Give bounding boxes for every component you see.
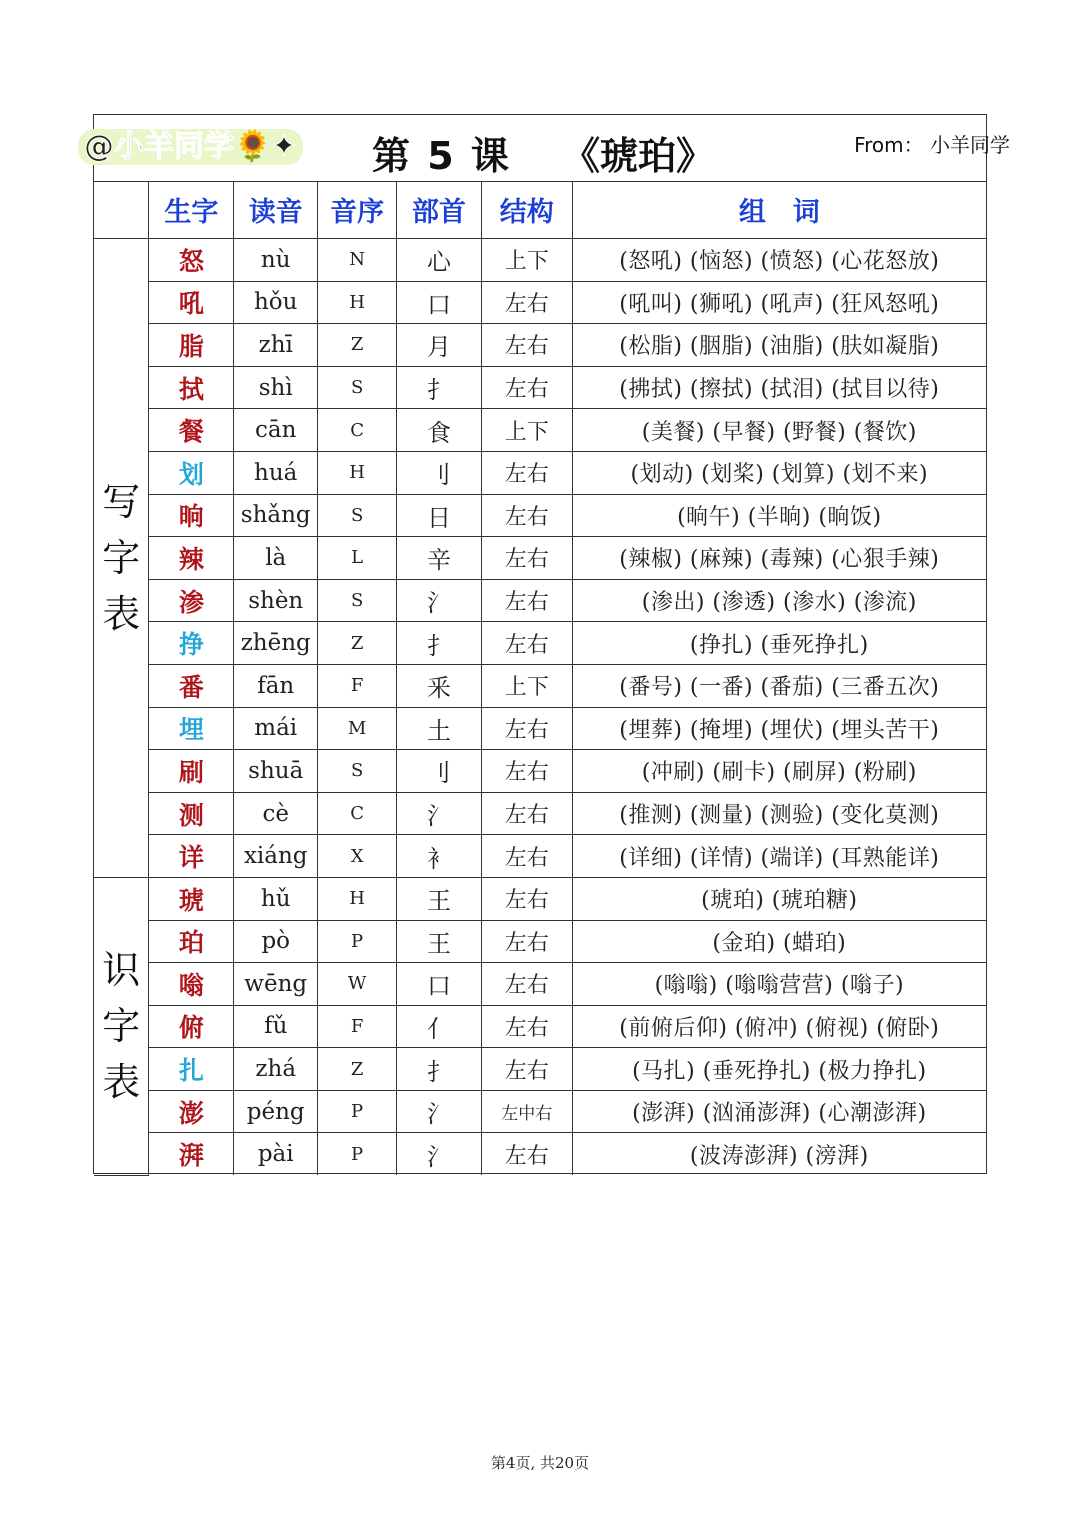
structure-cell: 左右 [481,707,572,750]
words-cell: (美餐) (早餐) (野餐) (餐饮) [572,409,986,452]
radical-cell: 扌 [397,622,482,665]
lesson-number: 第 5 课 [372,134,511,178]
sequence-cell: Z [318,1048,397,1091]
words-cell: (划动) (划桨) (划算) (划不来) [572,451,986,494]
pinyin-cell: zhī [234,324,318,367]
structure-cell: 左右 [481,281,572,324]
words-cell: (辣椒) (麻辣) (毒辣) (心狠手辣) [572,537,986,580]
structure-cell: 左右 [481,920,572,963]
words-cell: (吼叫) (狮吼) (吼声) (狂风怒吼) [572,281,986,324]
pinyin-cell: pò [234,920,318,963]
section-label-reading [94,877,149,1175]
table-row [94,622,986,665]
char-cell: 吼 [149,281,234,324]
words-cell: (琥珀) (琥珀糖) [572,877,986,920]
words-cell: (推测) (测量) (测验) (变化莫测) [572,792,986,835]
words-cell: (埋葬) (掩埋) (埋伏) (埋头苦干) [572,707,986,750]
words-cell: (渗出) (渗透) (渗水) (渗流) [572,579,986,622]
pinyin-cell: xiáng [234,835,318,878]
worksheet [84,114,1010,1174]
radical-cell: 亻 [397,1005,482,1048]
radical-cell: 扌 [397,1048,482,1091]
words-cell: (冲刷) (刷卡) (刷屏) (粉刷) [572,750,986,793]
table-row [94,239,986,282]
char-cell: 番 [149,664,234,707]
radical-cell: 食 [397,409,482,452]
table-row [94,324,986,367]
sequence-cell: P [318,920,397,963]
structure-cell: 左右 [481,537,572,580]
pinyin-cell: là [234,537,318,580]
pinyin-cell: wēng [234,963,318,1006]
sequence-cell: S [318,750,397,793]
table-row [94,1090,986,1133]
table-row [94,366,986,409]
radical-cell: 王 [397,920,482,963]
table-row [94,1005,986,1048]
pinyin-cell: huá [234,451,318,494]
radical-cell: 刂 [397,451,482,494]
structure-cell: 左右 [481,622,572,665]
words-cell: (详细) (详情) (端详) (耳熟能详) [572,835,986,878]
structure-cell: 上下 [481,239,572,282]
table-row [94,281,986,324]
radical-cell: 日 [397,494,482,537]
structure-cell: 左右 [481,963,572,1006]
author-watermark: @小羊同学🌻✦ [78,129,303,165]
pinyin-cell: zhá [234,1048,318,1091]
char-cell: 拭 [149,366,234,409]
structure-cell: 左右 [481,835,572,878]
radical-cell: 心 [397,239,482,282]
table-row [94,1133,986,1175]
column-header-words: 组 词 [572,181,986,239]
char-cell: 渗 [149,579,234,622]
table-row [94,792,986,835]
pinyin-cell: hǒu [234,281,318,324]
structure-cell: 左右 [481,451,572,494]
sequence-cell: F [318,1005,397,1048]
words-cell: (挣扎) (垂死挣扎) [572,622,986,665]
sequence-cell: C [318,792,397,835]
column-header-pinyin: 读音 [234,181,318,239]
pinyin-cell: fǔ [234,1005,318,1048]
structure-cell: 左右 [481,792,572,835]
radical-cell: 釆 [397,664,482,707]
pinyin-cell: cān [234,409,318,452]
column-header-char: 生字 [149,181,234,239]
sequence-cell: H [318,451,397,494]
sequence-cell: Z [318,622,397,665]
table-row [94,835,986,878]
pinyin-cell: fān [234,664,318,707]
structure-cell: 左右 [481,1005,572,1048]
radical-cell: 衤 [397,835,482,878]
char-cell: 脂 [149,324,234,367]
words-cell: (澎湃) (汹涌澎湃) (心潮澎湃) [572,1090,986,1133]
radical-cell: 氵 [397,1133,482,1175]
char-cell: 俯 [149,1005,234,1048]
sequence-cell: X [318,835,397,878]
radical-cell: 口 [397,281,482,324]
from-credit: From： 小羊同学 [854,133,1010,157]
radical-cell: 刂 [397,750,482,793]
words-cell: (怒吼) (恼怒) (愤怒) (心花怒放) [572,239,986,282]
table-row [94,537,986,580]
radical-cell: 口 [397,963,482,1006]
structure-cell: 左右 [481,877,572,920]
sequence-cell: C [318,409,397,452]
words-cell: (马扎) (垂死挣扎) (极力挣扎) [572,1048,986,1091]
radical-cell: 土 [397,707,482,750]
pinyin-cell: shuā [234,750,318,793]
column-header-radical: 部首 [397,181,482,239]
sequence-cell: S [318,579,397,622]
table-row [94,707,986,750]
column-header-structure: 结构 [481,181,572,239]
char-cell: 详 [149,835,234,878]
words-cell: (金珀) (蜡珀) [572,920,986,963]
radical-cell: 辛 [397,537,482,580]
table-row [94,1048,986,1091]
sequence-cell: H [318,877,397,920]
sequence-cell: P [318,1090,397,1133]
char-cell: 餐 [149,409,234,452]
pinyin-cell: mái [234,707,318,750]
char-cell: 嗡 [149,963,234,1006]
section-label-writing [94,239,149,878]
pinyin-cell: nù [234,239,318,282]
char-cell: 珀 [149,920,234,963]
pinyin-cell: cè [234,792,318,835]
radical-cell: 氵 [397,1090,482,1133]
radical-cell: 扌 [397,366,482,409]
structure-cell: 左右 [481,324,572,367]
sequence-cell: S [318,494,397,537]
sequence-cell: Z [318,324,397,367]
pinyin-cell: shèn [234,579,318,622]
pinyin-cell: pài [234,1133,318,1175]
table-row [94,877,986,920]
table-row [94,664,986,707]
lesson-title: 《琥珀》 [562,134,715,178]
table-row [94,579,986,622]
sequence-cell: S [318,366,397,409]
structure-cell: 左右 [481,1133,572,1175]
pinyin-cell: hǔ [234,877,318,920]
char-cell: 晌 [149,494,234,537]
sequence-cell: L [318,537,397,580]
char-cell: 埋 [149,707,234,750]
structure-cell: 上下 [481,409,572,452]
sequence-cell: H [318,281,397,324]
radical-cell: 氵 [397,792,482,835]
char-cell: 划 [149,451,234,494]
page-footer: 第4页, 共20页 [490,1454,590,1472]
words-cell: (番号) (一番) (番茄) (三番五次) [572,664,986,707]
sequence-cell: F [318,664,397,707]
words-cell: (晌午) (半晌) (晌饭) [572,494,986,537]
table-row [94,409,986,452]
radical-cell: 月 [397,324,482,367]
column-header-row [94,181,986,239]
sequence-cell: P [318,1133,397,1175]
table-row [94,750,986,793]
char-cell: 扎 [149,1048,234,1091]
pinyin-cell: shǎng [234,494,318,537]
char-cell: 辣 [149,537,234,580]
table-row [94,963,986,1006]
radical-cell: 氵 [397,579,482,622]
pinyin-cell: zhēng [234,622,318,665]
words-cell: (波涛澎湃) (滂湃) [572,1133,986,1175]
char-cell: 澎 [149,1090,234,1133]
table-row [94,494,986,537]
char-cell: 测 [149,792,234,835]
char-cell: 刷 [149,750,234,793]
section-label-text: 识字表 [102,948,141,1105]
title-row [84,115,1010,182]
sequence-cell: N [318,239,397,282]
table-row [94,920,986,963]
column-header-seq: 音序 [318,181,397,239]
radical-cell: 王 [397,877,482,920]
structure-cell: 左右 [481,494,572,537]
structure-cell: 左右 [481,366,572,409]
words-cell: (嗡嗡) (嗡嗡营营) (嗡子) [572,963,986,1006]
char-cell: 琥 [149,877,234,920]
sequence-cell: M [318,707,397,750]
pinyin-cell: shì [234,366,318,409]
structure-cell: 左右 [481,1048,572,1091]
section-header-blank [94,181,149,239]
pinyin-cell: péng [234,1090,318,1133]
char-cell: 挣 [149,622,234,665]
structure-cell: 左右 [481,750,572,793]
vocabulary-table [94,181,986,1176]
table-row [94,451,986,494]
words-cell: (松脂) (胭脂) (油脂) (肤如凝脂) [572,324,986,367]
char-cell: 怒 [149,239,234,282]
sequence-cell: W [318,963,397,1006]
structure-cell: 左右 [481,579,572,622]
char-cell: 湃 [149,1133,234,1175]
structure-cell: 左中右 [481,1090,572,1133]
structure-cell: 上下 [481,664,572,707]
section-label-text: 写字表 [102,479,141,636]
words-cell: (前俯后仰) (俯冲) (俯视) (俯卧) [572,1005,986,1048]
words-cell: (拂拭) (擦拭) (拭泪) (拭目以待) [572,366,986,409]
